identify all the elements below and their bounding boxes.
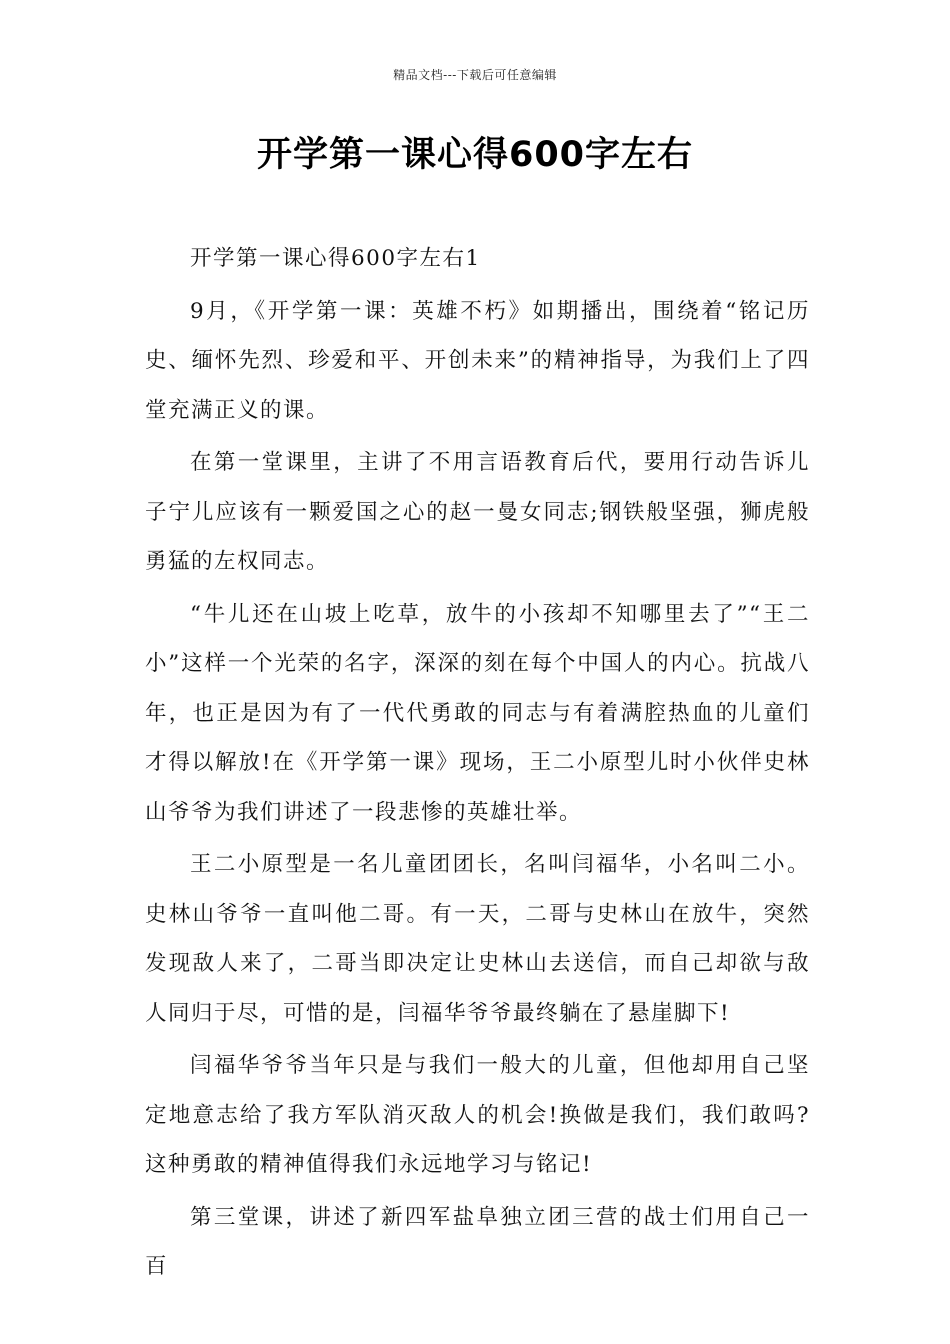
document-title: 开学第一课心得600字左右 [256, 135, 694, 175]
paragraph: 王二小原型是一名儿童团团长，名叫闫福华，小名叫二小。史林山爷爷一直叫他二哥。有一天，二哥与史林山在放牛，突然发现敌人来了，二哥当即决定让史林山去送信，而自己却欲与敌人同归于尽，可惜的是，闫福华爷爷最终躺在了悬崖脚下! [145, 852, 810, 1026]
paragraph-subtitle: 开学第一课心得600字左右1 [190, 246, 481, 271]
paragraph: “牛儿还在山坡上吃草，放牛的小孩却不知哪里去了”“王二小”这样一个光荣的名字，深深的刻在每个中国人的内心。抗战八年，也正是因为有了一代代勇敢的同志与有着满腔热血的儿童们才得以解放!在《开学第一课》现场，王二小原型儿时小伙伴史林山爷爷为我们讲述了一段悲惨的英雄壮举。 [145, 601, 810, 825]
paragraph: 9月，《开学第一课：英雄不朽》如期播出，围绕着“铭记历史、缅怀先烈、珍爱和平、开创未来”的精神指导，为我们上了四堂充满正义的课。 [145, 298, 810, 423]
document-body [145, 234, 810, 1295]
paragraph: 闫福华爷爷当年只是与我们一般大的儿童，但他却用自己坚定地意志给了我方军队消灭敌人的机会!换做是我们，我们敢吗?这种勇敢的精神值得我们永远地学习与铭记! [145, 1053, 810, 1177]
header-note: 精品文档---下载后可任意编辑 [393, 68, 557, 82]
paragraph: 在第一堂课里，主讲了不用言语教育后代，要用行动告诉儿子宁儿应该有一颗爱国之心的赵一曼女同志;钢铁般坚强，狮虎般勇猛的左权同志。 [145, 450, 810, 574]
paragraph: 第三堂课，讲述了新四军盐阜独立团三营的战士们用自己一百 [145, 1204, 810, 1279]
